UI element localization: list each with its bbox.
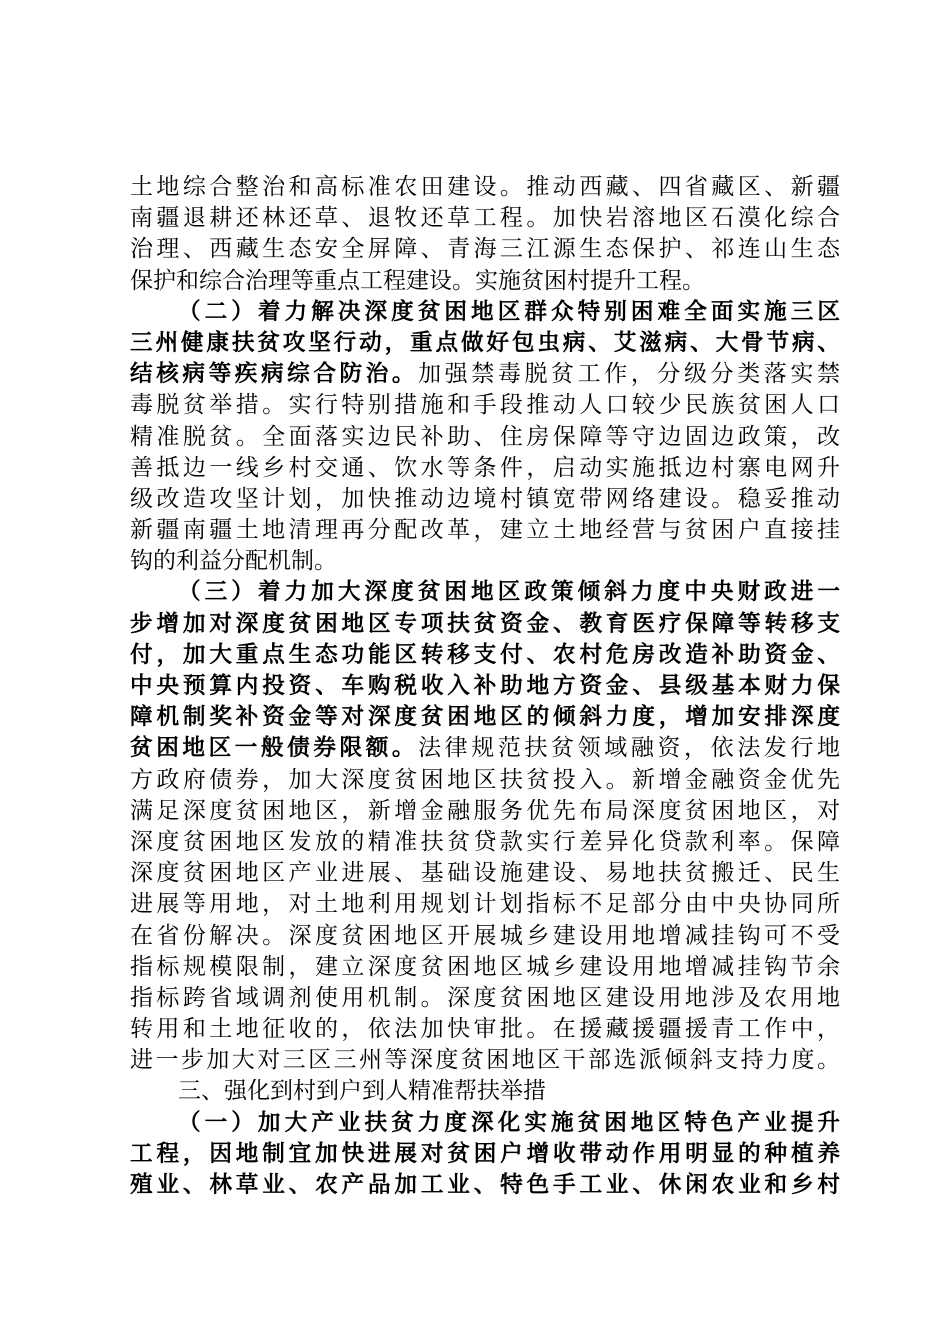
document-line: 工程，因地制宜加快进展对贫困户增收带动作用明显的种植养 xyxy=(130,1140,840,1167)
document-line: 障机制奖补资金等对深度贫困地区的倾斜力度，增加安排深度 xyxy=(130,704,840,731)
document-line: （三）着力加大深度贫困地区政策倾斜力度中央财政进一 xyxy=(178,579,840,606)
document-line: 在省份解决。深度贫困地区开展城乡建设用地增减挂钩可不受 xyxy=(130,922,840,949)
text-run: 加强禁毒脱贫工作，分级分类落实禁 xyxy=(418,361,841,388)
document-body xyxy=(130,172,840,1201)
document-line: （一）加大产业扶贫力度深化实施贫困地区特色产业提升 xyxy=(178,1109,840,1136)
document-line: 土地综合整治和高标准农田建设。推动西藏、四省藏区、新疆 xyxy=(130,174,840,200)
document-line: 进展等用地，对土地利用规划计划指标不足部分由中央协同所 xyxy=(130,891,840,918)
bold-run: 贫困地区一般债券限额。 xyxy=(130,735,419,762)
document-line: 毒脱贫举措。实行特别措施和手段推动人口较少民族贫困人口 xyxy=(130,392,840,419)
document-line: 深度贫困地区产业进展、基础设施建设、易地扶贫搬迁、民生 xyxy=(130,860,840,887)
document-line: 中央预算内投资、车购税收入补助地方资金、县级基本财力保 xyxy=(130,673,840,699)
document-line: 三、强化到村到户到人精准帮扶举措 xyxy=(178,1078,546,1105)
document-line: 级改造攻坚计划，加快推动边境村镇宽带网络建设。稳妥推动 xyxy=(130,485,840,512)
document-line: 新疆南疆土地清理再分配改革，建立土地经营与贫困户直接挂 xyxy=(130,517,840,544)
document-line: 精准脱贫。全面落实边民补助、住房保障等守边固边政策，改 xyxy=(130,423,840,450)
document-line: 满足深度贫困地区，新增金融服务优先布局深度贫困地区，对 xyxy=(130,797,840,824)
document-line xyxy=(130,733,840,764)
document-line: 步增加对深度贫困地区专项扶贫资金、教育医疗保障等转移支 xyxy=(130,610,840,637)
document-line: 南疆退耕还林还草、退牧还草工程。加快岩溶地区石漠化综合 xyxy=(130,205,840,232)
bold-run: 结核病等疾病综合防治。 xyxy=(130,361,419,388)
document-line: 深度贫困地区发放的精准扶贫贷款实行差异化贷款利率。保障 xyxy=(130,828,840,855)
document-line: 殖业、林草业、农产品加工业、特色手工业、休闲农业和乡村 xyxy=(130,1172,840,1198)
document-line: 付，加大重点生态功能区转移支付、农村危房改造补助资金、 xyxy=(130,641,840,668)
document-line: 进一步加大对三区三州等深度贫困地区干部选派倾斜支持力度。 xyxy=(130,1047,840,1074)
document-line: 方政府债券，加大深度贫困地区扶贫投入。新增金融资金优先 xyxy=(130,766,840,793)
document-line: 转用和土地征收的，依法加快审批。在援藏援疆援青工作中， xyxy=(130,1016,840,1043)
document-line: 指标规模限制，建立深度贫困地区城乡建设用地增减挂钩节余 xyxy=(130,953,840,980)
document-line: （二）着力解决深度贫困地区群众特别困难全面实施三区 xyxy=(178,298,840,325)
document-line: 指标跨省域调剂使用机制。深度贫困地区建设用地涉及农用地 xyxy=(130,984,840,1011)
document-line: 善抵边一线乡村交通、饮水等条件，启动实施抵边村寨电网升 xyxy=(130,454,840,481)
text-run: 法律规范扶贫领域融资，依法发行地 xyxy=(418,735,841,762)
document-line: 保护和综合治理等重点工程建设。实施贫困村提升工程。 xyxy=(130,267,705,294)
document-line: 钩的利益分配机制。 xyxy=(130,548,337,575)
document-line: 三州健康扶贫攻坚行动，重点做好包虫病、艾滋病、大骨节病、 xyxy=(130,329,840,356)
document-line: 治理、西藏生态安全屏障、青海三江源生态保护、祁连山生态 xyxy=(130,236,840,263)
document-line xyxy=(130,359,840,390)
